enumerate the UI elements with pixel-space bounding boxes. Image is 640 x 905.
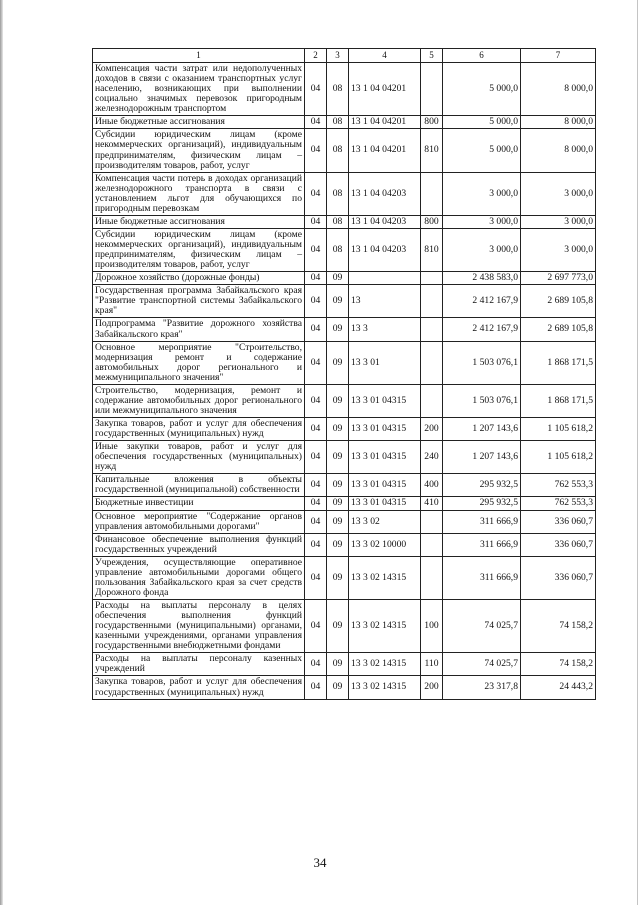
row-name: Капитальные вложения в объекты государственной (муниципальной) собственности xyxy=(93,474,305,497)
row-section: 04 xyxy=(305,474,327,497)
table-row xyxy=(93,215,596,228)
row-target-code: 13 3 01 04315 xyxy=(349,474,421,497)
row-name: Основное мероприятие "Содержание органов управления автомобильными дорогами" xyxy=(93,510,305,533)
row-amount-year1: 1 207 143,6 xyxy=(443,441,521,474)
row-section: 04 xyxy=(305,215,327,228)
row-subsection: 09 xyxy=(327,285,349,318)
row-target-code: 13 3 xyxy=(349,318,421,341)
row-name: Подпрограмма "Развитие дорожного хозяйства Забайкальского края" xyxy=(93,318,305,341)
row-section: 04 xyxy=(305,129,327,172)
row-amount-year1: 1 503 076,1 xyxy=(443,384,521,417)
col-header-6: 6 xyxy=(443,49,521,63)
row-subsection: 09 xyxy=(327,556,349,599)
row-target-code: 13 1 04 04203 xyxy=(349,215,421,228)
row-section: 04 xyxy=(305,272,327,285)
row-amount-year1: 23 317,8 xyxy=(443,676,521,699)
row-name: Государственная программа Забайкальского края "Развитие транспортной системы Забайкальского края" xyxy=(93,285,305,318)
row-amount-year2: 2 689 105,8 xyxy=(521,285,596,318)
row-amount-year1: 3 000,0 xyxy=(443,228,521,271)
table-row xyxy=(93,318,596,341)
row-target-code: 13 3 02 xyxy=(349,510,421,533)
row-amount-year2: 762 553,3 xyxy=(521,474,596,497)
row-expense-type: 800 xyxy=(421,215,443,228)
row-name: Иные закупки товаров, работ и услуг для обеспечения государственных (муниципальных) нужд xyxy=(93,441,305,474)
row-subsection: 09 xyxy=(327,653,349,676)
row-name: Учреждения, осуществляющие оперативное управление автомобильными дорогами общего пользования Забайкальского края за счет средств Дорожного фонда xyxy=(93,556,305,599)
row-amount-year1: 5 000,0 xyxy=(443,116,521,129)
row-target-code: 13 3 01 xyxy=(349,341,421,384)
table-row xyxy=(93,497,596,510)
row-expense-type: 810 xyxy=(421,228,443,271)
row-expense-type xyxy=(421,510,443,533)
row-name: Основное мероприятие "Строительство, модернизация ремонт и содержание автомобильных дорог регионального и межмуниципального значения" xyxy=(93,341,305,384)
row-target-code: 13 3 02 14315 xyxy=(349,556,421,599)
row-expense-type xyxy=(421,341,443,384)
row-target-code: 13 1 04 04203 xyxy=(349,228,421,271)
row-amount-year2: 2 689 105,8 xyxy=(521,318,596,341)
row-expense-type: 100 xyxy=(421,600,443,653)
row-name: Иные бюджетные ассигнования xyxy=(93,215,305,228)
row-section: 04 xyxy=(305,384,327,417)
row-subsection: 08 xyxy=(327,129,349,172)
scan-edge-left xyxy=(0,0,3,905)
row-section: 04 xyxy=(305,497,327,510)
row-subsection: 08 xyxy=(327,116,349,129)
row-amount-year2: 1 105 618,2 xyxy=(521,441,596,474)
table-row xyxy=(93,418,596,441)
row-amount-year1: 295 932,5 xyxy=(443,497,521,510)
col-header-7: 7 xyxy=(521,49,596,63)
row-amount-year1: 295 932,5 xyxy=(443,474,521,497)
row-amount-year1: 311 666,9 xyxy=(443,510,521,533)
row-amount-year2: 336 060,7 xyxy=(521,510,596,533)
row-section: 04 xyxy=(305,341,327,384)
row-target-code: 13 3 01 04315 xyxy=(349,384,421,417)
table-row xyxy=(93,474,596,497)
row-target-code: 13 3 02 10000 xyxy=(349,533,421,556)
table-body xyxy=(93,63,596,700)
table-row xyxy=(93,228,596,271)
row-target-code: 13 xyxy=(349,285,421,318)
row-section: 04 xyxy=(305,533,327,556)
header-row xyxy=(93,49,596,63)
budget-table xyxy=(92,48,596,700)
row-expense-type: 240 xyxy=(421,441,443,474)
table-row xyxy=(93,63,596,116)
row-amount-year2: 1 105 618,2 xyxy=(521,418,596,441)
row-section: 04 xyxy=(305,556,327,599)
row-amount-year1: 2 412 167,9 xyxy=(443,318,521,341)
table-row xyxy=(93,600,596,653)
table-row xyxy=(93,384,596,417)
row-subsection: 08 xyxy=(327,215,349,228)
row-subsection: 09 xyxy=(327,676,349,699)
row-target-code: 13 3 01 04315 xyxy=(349,418,421,441)
row-name: Бюджетные инвестиции xyxy=(93,497,305,510)
row-name: Финансовое обеспечение выполнения функций государственных учреждений xyxy=(93,533,305,556)
page-number: 34 xyxy=(313,855,327,870)
row-expense-type: 810 xyxy=(421,129,443,172)
row-amount-year2: 8 000,0 xyxy=(521,116,596,129)
row-section: 04 xyxy=(305,318,327,341)
scan-edge-right xyxy=(637,0,638,905)
row-name: Субсидии юридическим лицам (кроме некоммерческих организаций), индивидуальным предпринимателям, физическим лицам – производителям товаров, работ, услуг xyxy=(93,129,305,172)
row-section: 04 xyxy=(305,63,327,116)
row-section: 04 xyxy=(305,285,327,318)
row-expense-type: 110 xyxy=(421,653,443,676)
row-subsection: 09 xyxy=(327,272,349,285)
row-section: 04 xyxy=(305,441,327,474)
row-expense-type xyxy=(421,63,443,116)
row-amount-year2: 762 553,3 xyxy=(521,497,596,510)
row-amount-year2: 24 443,2 xyxy=(521,676,596,699)
row-name: Закупка товаров, работ и услуг для обеспечения государственных (муниципальных) нужд xyxy=(93,676,305,699)
row-expense-type xyxy=(421,318,443,341)
table-row xyxy=(93,441,596,474)
row-name: Компенсация части потерь в доходах организаций железнодорожного транспорта в связи с установлением льгот для обучающихся по пригородным перевозкам xyxy=(93,172,305,215)
col-header-2: 2 xyxy=(305,49,327,63)
row-target-code: 13 3 02 14315 xyxy=(349,653,421,676)
row-section: 04 xyxy=(305,600,327,653)
row-amount-year1: 2 412 167,9 xyxy=(443,285,521,318)
row-amount-year2: 74 158,2 xyxy=(521,600,596,653)
row-amount-year2: 1 868 171,5 xyxy=(521,384,596,417)
row-expense-type: 200 xyxy=(421,418,443,441)
row-amount-year1: 74 025,7 xyxy=(443,600,521,653)
row-expense-type xyxy=(421,533,443,556)
row-target-code: 13 3 02 14315 xyxy=(349,676,421,699)
row-name: Расходы на выплаты персоналу казенных учреждений xyxy=(93,653,305,676)
row-section: 04 xyxy=(305,172,327,215)
row-subsection: 08 xyxy=(327,228,349,271)
row-name: Закупка товаров, работ и услуг для обеспечения государственных (муниципальных) нужд xyxy=(93,418,305,441)
row-amount-year2: 8 000,0 xyxy=(521,129,596,172)
table-row xyxy=(93,533,596,556)
row-amount-year2: 336 060,7 xyxy=(521,533,596,556)
row-target-code: 13 3 02 14315 xyxy=(349,600,421,653)
row-subsection: 09 xyxy=(327,384,349,417)
col-header-1: 1 xyxy=(93,49,305,63)
row-target-code: 13 3 01 04315 xyxy=(349,441,421,474)
row-subsection: 09 xyxy=(327,418,349,441)
row-amount-year1: 311 666,9 xyxy=(443,556,521,599)
table-row xyxy=(93,676,596,699)
row-section: 04 xyxy=(305,228,327,271)
row-section: 04 xyxy=(305,418,327,441)
row-name: Расходы на выплаты персоналу в целях обеспечения выполнения функций государственными (муниципальными) органами, казенными учреждениями, органами управления государственными внебюджетными фондами xyxy=(93,600,305,653)
row-amount-year2: 336 060,7 xyxy=(521,556,596,599)
row-expense-type: 410 xyxy=(421,497,443,510)
row-amount-year2: 3 000,0 xyxy=(521,215,596,228)
col-header-3: 3 xyxy=(327,49,349,63)
row-amount-year1: 74 025,7 xyxy=(443,653,521,676)
row-section: 04 xyxy=(305,510,327,533)
row-amount-year1: 3 000,0 xyxy=(443,172,521,215)
row-section: 04 xyxy=(305,653,327,676)
row-amount-year1: 1 207 143,6 xyxy=(443,418,521,441)
row-subsection: 09 xyxy=(327,318,349,341)
row-name: Иные бюджетные ассигнования xyxy=(93,116,305,129)
row-target-code: 13 1 04 04203 xyxy=(349,172,421,215)
table-row xyxy=(93,341,596,384)
row-section: 04 xyxy=(305,676,327,699)
row-target-code: 13 3 01 04315 xyxy=(349,497,421,510)
row-name: Субсидии юридическим лицам (кроме некоммерческих организаций), индивидуальным предпринимателям, физическим лицам – производителям товаров, работ, услуг xyxy=(93,228,305,271)
row-amount-year1: 2 438 583,0 xyxy=(443,272,521,285)
row-target-code: 13 1 04 04201 xyxy=(349,63,421,116)
row-expense-type xyxy=(421,272,443,285)
col-header-5: 5 xyxy=(421,49,443,63)
row-target-code xyxy=(349,272,421,285)
row-amount-year2: 3 000,0 xyxy=(521,228,596,271)
row-amount-year2: 8 000,0 xyxy=(521,63,596,116)
row-target-code: 13 1 04 04201 xyxy=(349,129,421,172)
table-row xyxy=(93,510,596,533)
row-expense-type: 800 xyxy=(421,116,443,129)
col-header-4: 4 xyxy=(349,49,421,63)
row-amount-year1: 5 000,0 xyxy=(443,63,521,116)
row-subsection: 09 xyxy=(327,497,349,510)
row-amount-year1: 311 666,9 xyxy=(443,533,521,556)
row-expense-type xyxy=(421,384,443,417)
table-row xyxy=(93,272,596,285)
row-subsection: 09 xyxy=(327,600,349,653)
row-section: 04 xyxy=(305,116,327,129)
row-amount-year1: 3 000,0 xyxy=(443,215,521,228)
row-name: Дорожное хозяйство (дорожные фонды) xyxy=(93,272,305,285)
table-row xyxy=(93,556,596,599)
row-subsection: 09 xyxy=(327,474,349,497)
row-subsection: 09 xyxy=(327,533,349,556)
row-expense-type xyxy=(421,285,443,318)
row-subsection: 09 xyxy=(327,441,349,474)
row-expense-type: 200 xyxy=(421,676,443,699)
row-expense-type: 400 xyxy=(421,474,443,497)
row-subsection: 09 xyxy=(327,510,349,533)
row-expense-type xyxy=(421,172,443,215)
row-subsection: 09 xyxy=(327,341,349,384)
table-row xyxy=(93,129,596,172)
row-amount-year2: 74 158,2 xyxy=(521,653,596,676)
row-amount-year1: 5 000,0 xyxy=(443,129,521,172)
row-expense-type xyxy=(421,556,443,599)
table-row xyxy=(93,653,596,676)
row-subsection: 08 xyxy=(327,172,349,215)
row-name: Строительство, модернизация, ремонт и содержание автомобильных дорог регионального или межмуниципального значения xyxy=(93,384,305,417)
row-amount-year2: 1 868 171,5 xyxy=(521,341,596,384)
row-amount-year1: 1 503 076,1 xyxy=(443,341,521,384)
row-amount-year2: 3 000,0 xyxy=(521,172,596,215)
table-row xyxy=(93,116,596,129)
table-row xyxy=(93,172,596,215)
row-subsection: 08 xyxy=(327,63,349,116)
row-amount-year2: 2 697 773,0 xyxy=(521,272,596,285)
table-row xyxy=(93,285,596,318)
row-name: Компенсация части затрат или недополученных доходов в связи с оказанием транспортных услуг населению, возникающих при выполнении социально значимых перевозок пригородным железнодорожным транспортом xyxy=(93,63,305,116)
row-target-code: 13 1 04 04201 xyxy=(349,116,421,129)
